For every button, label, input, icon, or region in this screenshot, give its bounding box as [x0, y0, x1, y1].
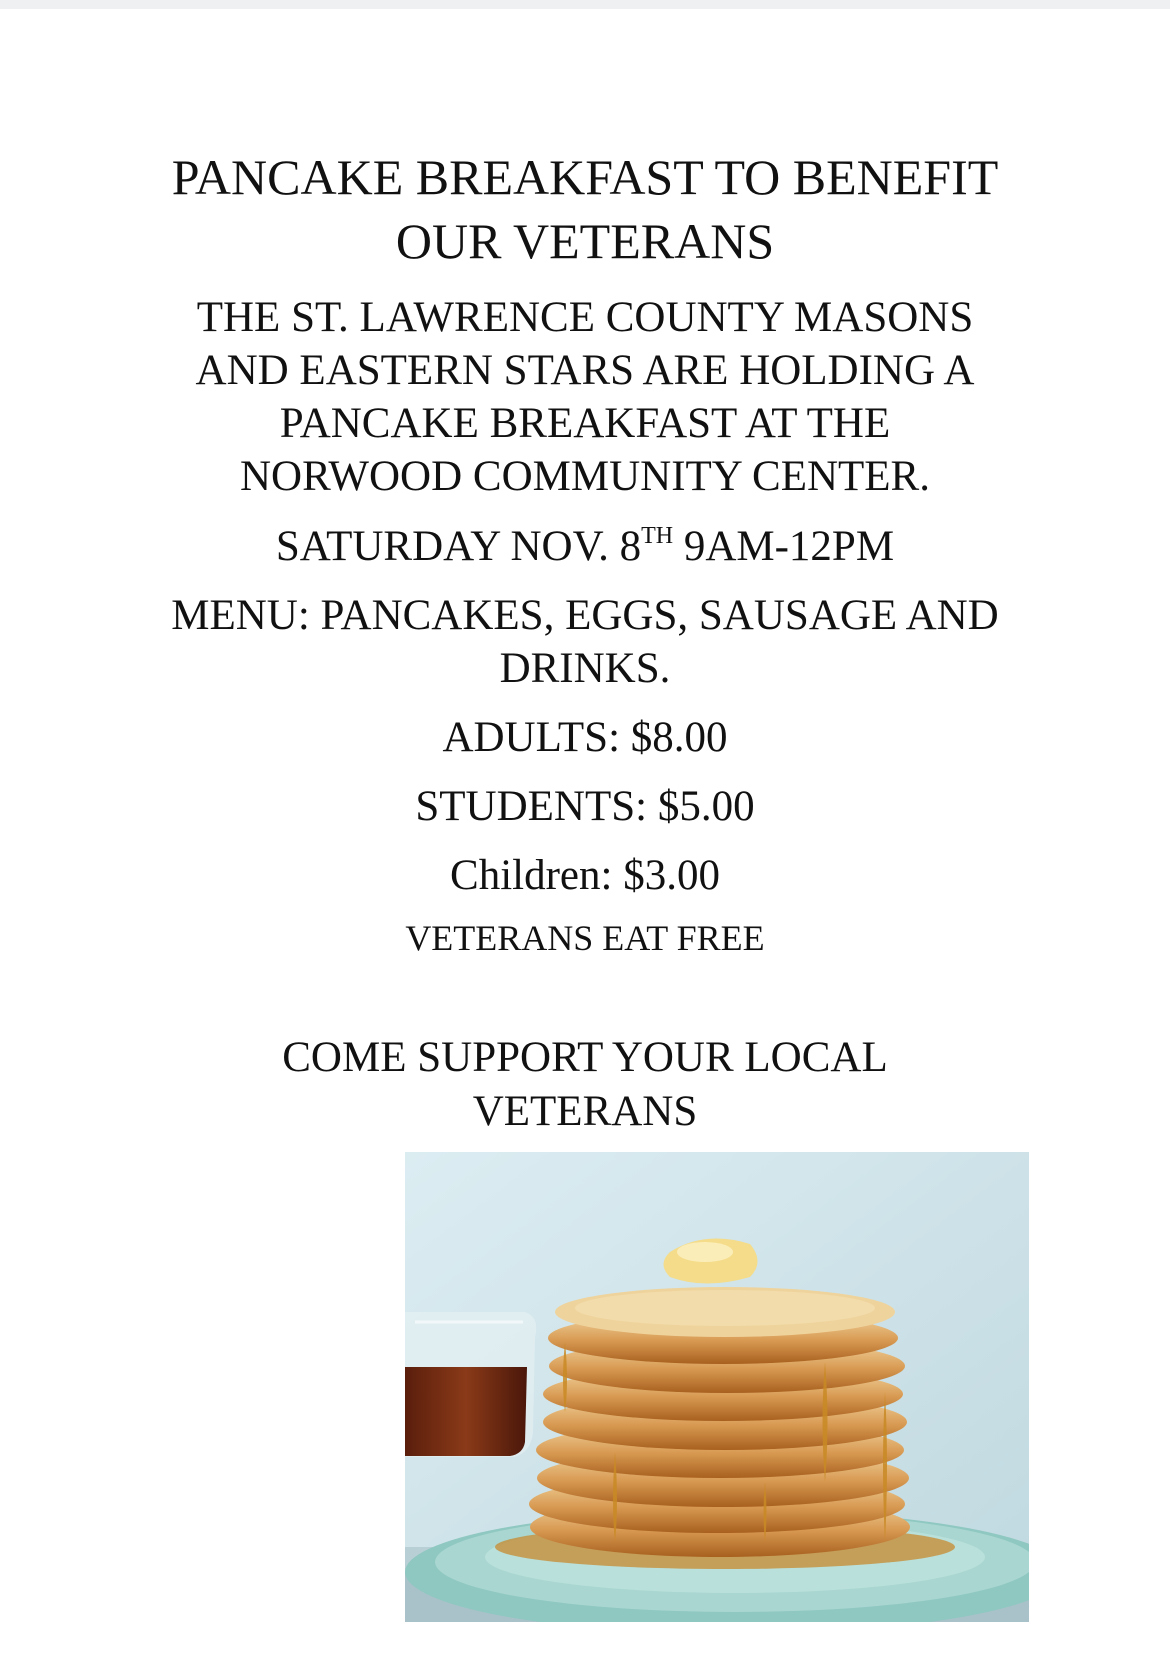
price-adults: ADULTS: $8.00: [442, 714, 728, 761]
intro-line-4: NORWOOD COMMUNITY CENTER.: [240, 453, 930, 500]
event-date: [0, 525, 1170, 568]
menu-line-2: DRINKS.: [499, 645, 671, 692]
title-line-2: OUR VETERANS: [395, 213, 775, 269]
intro-line-2: AND EASTERN STARS ARE HOLDING A: [195, 347, 975, 394]
support-line-1: COME SUPPORT YOUR LOCAL: [282, 1034, 888, 1081]
pancake-illustration: [405, 1152, 1029, 1622]
pancake-stack-photo: [405, 1152, 1029, 1622]
price-children: Children: $3.00: [450, 852, 720, 899]
support-line-2: VETERANS: [472, 1088, 698, 1135]
date-prefix: SATURDAY NOV. 8: [275, 523, 642, 570]
title-line-1: PANCAKE BREAKFAST TO BENEFIT: [171, 149, 999, 205]
date-ordinal-suffix: TH: [641, 523, 674, 549]
intro-line-1: THE ST. LAWRENCE COUNTY MASONS: [196, 294, 974, 341]
intro-line-3: PANCAKE BREAKFAST AT THE: [279, 400, 891, 447]
menu-line-1: MENU: PANCAKES, EGGS, SAUSAGE AND: [171, 592, 999, 639]
price-students: STUDENTS: $5.00: [415, 783, 755, 830]
pancake-stack: [529, 1287, 910, 1557]
top-strip: [0, 0, 1170, 9]
event-time: 9AM-12PM: [673, 523, 895, 570]
veterans-eat-free: VETERANS EAT FREE: [405, 918, 765, 958]
